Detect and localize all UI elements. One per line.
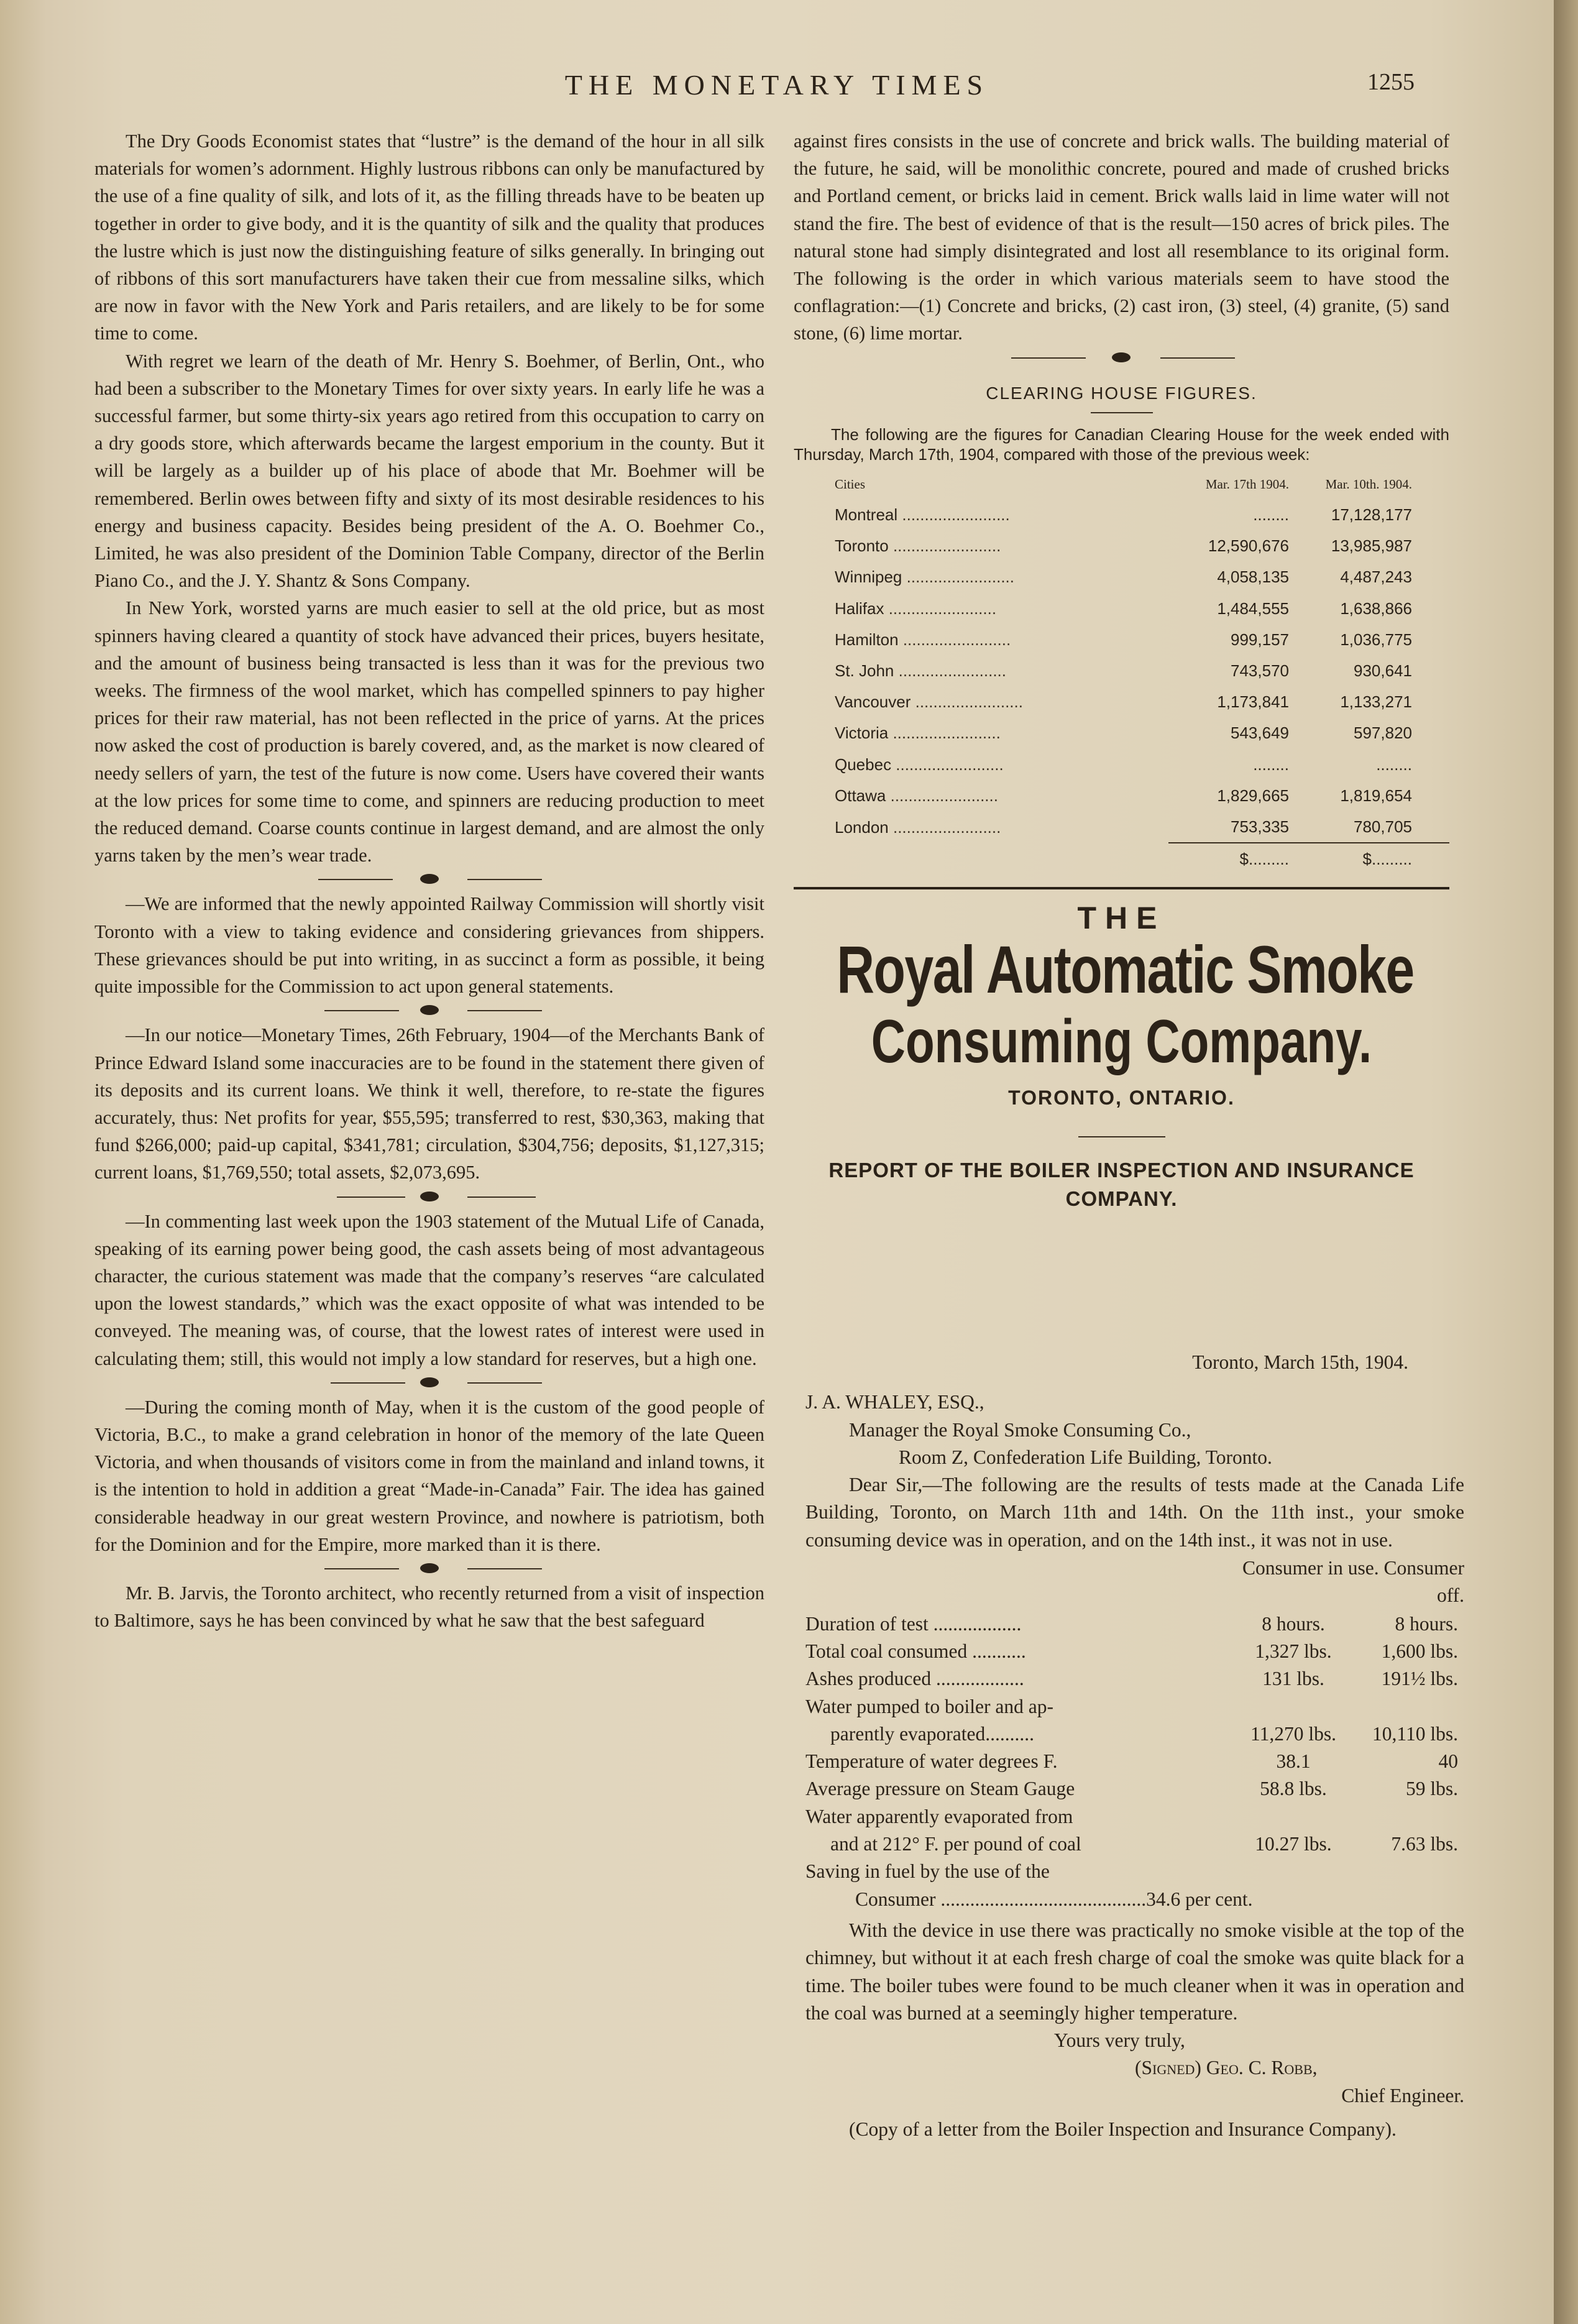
test-value-in-use (1234, 1693, 1352, 1720)
test-value-off: 191½ lbs. (1381, 1668, 1458, 1690)
test-value-in-use: 10.27 lbs. (1255, 1833, 1332, 1855)
letter-signatory-title: Chief Engineer. (1341, 2084, 1464, 2106)
article-merchants-bank: —In our notice—Monetary Times, 26th February, 1904—of the Merchants Bank of Prince Edward Island some inaccuracies are to be found in the statement there given of its deposits and its current loans. We think it well, therefore, to re-state the figures accurately, thus: Net profits for year, $55,595; transferred to rest, $30,363, making that fund $266,000; paid-up capital, $341,781; circulation, $304,756; deposits, $1,127,315; current loans, $1,769,550; total assets, $2,073,695. (94, 1024, 764, 1183)
value-mar10: 1,036,775 (1340, 630, 1412, 649)
test-value-in-use: 131 lbs. (1262, 1668, 1324, 1690)
table-row (805, 1803, 1464, 1830)
col-header-mar17: Mar. 17th 1904. (1205, 476, 1289, 492)
city-name: Toronto ........................ (835, 536, 1001, 556)
test-value-in-use: 58.8 lbs. (1260, 1778, 1327, 1800)
test-label: parently evaporated.......... (830, 1722, 1034, 1745)
table-row (805, 1638, 1464, 1665)
value-mar17: 4,058,135 (1217, 567, 1289, 587)
test-label: Average pressure on Steam Gauge (805, 1778, 1075, 1800)
test-label: Water pumped to boiler and ap- (805, 1695, 1053, 1717)
city-name: Vancouver ........................ (835, 692, 1023, 712)
value-mar10: 930,641 (1354, 661, 1412, 681)
city-name: Halifax ........................ (835, 599, 997, 618)
col-header-consumer-in-use: Consumer in use. (1242, 1557, 1379, 1579)
value-mar17: 1,173,841 (1217, 692, 1289, 712)
table-row (805, 1665, 1464, 1692)
total-mar17: $......... (1168, 843, 1291, 875)
table-row (805, 1748, 1464, 1775)
ornament-divider (94, 1187, 764, 1208)
saving-line-2: Consumer ..........................................34.6 per cent. (855, 1888, 1253, 1910)
test-label: and at 212° F. per pound of coal (830, 1833, 1081, 1855)
table-row (805, 1693, 1464, 1720)
ad-the: THE (1077, 901, 1166, 936)
total-mar10: $......... (1291, 843, 1449, 875)
test-value-off: 1,600 lbs. (1381, 1640, 1458, 1662)
test-value-off: 10,110 lbs. (1372, 1722, 1458, 1745)
left-column (94, 127, 764, 1634)
value-mar17: 753,335 (1231, 817, 1289, 837)
value-mar10: 597,820 (1354, 723, 1412, 743)
col-header-mar10: Mar. 10th. 1904. (1325, 476, 1412, 492)
col-header-cities: Cities (835, 476, 866, 492)
table-row (794, 780, 1449, 811)
col-header-consumer-off: Consumer off. (1383, 1557, 1464, 1607)
saving-line-1: Saving in fuel by the use of the (805, 1860, 1050, 1883)
report-title: REPORT OF THE BOILER INSPECTION AND INSURANCE COMPANY. (828, 1158, 1415, 1210)
article-victoria-fair: —During the coming month of May, when it is the custom of the good people of Victoria, B.C., to make a grand celebration in honor of the memory of the late Queen Victoria, and when thousands of visitors come in from the mainland and inland towns, it is the intention to hold in addition a great “Made-in-Canada” Fair. The idea has gained considerable headway in our great western Province, and nowhere is patriotism, both for the Dominion and for the Empire, more marked than it is there. (94, 1396, 764, 1555)
test-value-in-use: 38.1 (1276, 1750, 1311, 1773)
value-mar10: 1,638,866 (1340, 599, 1412, 618)
value-mar17: 12,590,676 (1208, 536, 1289, 556)
page-number: 1255 (1367, 69, 1415, 95)
title-rule (1091, 412, 1153, 413)
ad-company-suffix: Consuming Company. (871, 1006, 1372, 1075)
value-mar10: ........ (1376, 755, 1412, 774)
right-column (794, 127, 1449, 1213)
city-name: Quebec ........................ (835, 755, 1004, 774)
letter-conclusion: With the device in use there was practically no smoke visible at the top of the chimney, but without it at each fresh charge of coal the smoke was quite black for a time. The boiler tubes were found to be much cleaner when it was in operation and the coal was burned at a seemingly higher temperature. (805, 1919, 1464, 2024)
test-label: Duration of test .................. (805, 1612, 1022, 1635)
clearing-house-table (794, 469, 1449, 875)
letter-signature: (Signed) Geo. C. Robb, (1135, 2057, 1318, 2079)
report-letter (805, 1349, 1464, 2143)
table-row (794, 593, 1449, 624)
letter-address-line-2: Room Z, Confederation Life Building, Toronto. (899, 1446, 1272, 1468)
table-row (794, 530, 1449, 561)
ornament-divider (94, 1372, 764, 1394)
letter-footnote: (Copy of a letter from the Boiler Inspection and Insurance Company). (849, 2118, 1397, 2141)
article-worsted-yarns: In New York, worsted yarns are much easier to sell at the old price, but as most spinners having cleared a quantity of stock have advanced their prices, buyers hesitate, and the amount of business being transacted is less than it was for the previous two weeks. The firmness of the wool market, which has compelled spinners to pay higher prices for their raw material, has not been reflected in the price of yarns. At the prices now asked the cost of production is barely covered, and, as the market is now cleared of needy sellers of yarn, the test of the future is now come. Users have covered their wants at the low prices for some time to come, and spinners are reducing production to meet the reduced demand. Coarse counts continue in largest demand, and are almost the only yarns taken by the men’s wear trade. (94, 597, 764, 866)
city-name: St. John ........................ (835, 661, 1006, 681)
letter-addressee: J. A. WHALEY, ESQ., (805, 1391, 984, 1413)
table-row (794, 686, 1449, 717)
test-value-in-use: 8 hours. (1262, 1612, 1325, 1635)
table-row (794, 655, 1449, 686)
test-results-rows (805, 1610, 1464, 1858)
article-jarvis-continued: against fires consists in the use of concrete and brick walls. The building material of the future, he said, will be monolithic concrete, poured and made of crushed bricks and Portland cement, or bricks laid in cement. Brick walls laid in lime water will not stand the fire. The best of evidence of that is the result—150 acres of brick piles. The natural stone had simply disintegrated and lost all resemblance to its original form. The following is the order in which various materials seem to have stood the conflagration:—(1) Concrete and bricks, (2) cast iron, (3) steel, (4) granite, (5) sand stone, (6) lime mortar. (794, 131, 1449, 344)
value-mar17: ........ (1253, 505, 1289, 525)
value-mar10: 4,487,243 (1340, 567, 1412, 587)
ornament-divider (94, 1000, 764, 1021)
letter-address-line-1: Manager the Royal Smoke Consuming Co., (849, 1418, 1191, 1441)
test-label: Total coal consumed ........... (805, 1640, 1026, 1662)
table-row (805, 1775, 1464, 1803)
value-mar10: 17,128,177 (1331, 505, 1412, 525)
city-name: Winnipeg ........................ (835, 567, 1014, 587)
ornament-divider (794, 347, 1449, 369)
city-name: Montreal ........................ (835, 505, 1010, 525)
test-value-off: 59 lbs. (1405, 1778, 1458, 1800)
section-rule (794, 887, 1449, 889)
value-mar17: 999,157 (1231, 630, 1289, 649)
city-name: Ottawa ........................ (835, 786, 998, 805)
table-row (805, 1610, 1464, 1638)
clearing-house-rows (794, 499, 1449, 843)
table-row (794, 717, 1449, 748)
article-lustre: The Dry Goods Economist states that “lustre” is the demand of the hour in all silk materials for women’s adornment. Highly lustrous ribbons can only be manufactured by the use of a fine quality of silk, and lots of it, as the filling threads have to be beaten up together in order to give body, and it is the quantity of silk and the quality that produces the lustre which is just now the distinguishing feature of silks generally. In bringing out of ribbons of this sort manufacturers have taken their cue from messaline silks, which are now in favor with the New York and Paris retailers, and are likely to be for some time to come. (94, 131, 764, 344)
letter-date: Toronto, March 15th, 1904. (1192, 1351, 1408, 1373)
test-value-off: 40 (1438, 1750, 1458, 1773)
value-mar10: 1,133,271 (1340, 692, 1412, 712)
test-value-off: 7.63 lbs. (1391, 1833, 1458, 1855)
advertisement (794, 901, 1449, 1137)
table-row (794, 561, 1449, 592)
test-value-in-use: 11,270 lbs. (1250, 1722, 1336, 1745)
table-header-row (794, 469, 1449, 499)
letter-closing: Yours very truly, (1054, 2029, 1185, 2052)
test-value-off (1352, 1803, 1464, 1830)
clearing-house-intro: The following are the figures for Canadian Clearing House for the week ended with Thursday, March 17th, 1904, compared with those of the previous week: (794, 425, 1449, 464)
test-label: Water apparently evaporated from (805, 1805, 1073, 1827)
ad-location: TORONTO, ONTARIO. (1008, 1086, 1235, 1109)
table-row (794, 749, 1449, 780)
table-row (805, 1830, 1464, 1858)
value-mar17: 743,570 (1231, 661, 1289, 681)
table-total-row (794, 843, 1449, 875)
city-name: Hamilton ........................ (835, 630, 1011, 649)
test-label: Ashes produced .................. (805, 1668, 1024, 1690)
value-mar17: 1,484,555 (1217, 599, 1289, 618)
value-mar10: 780,705 (1354, 817, 1412, 837)
page-spine (1554, 0, 1578, 2324)
value-mar17: 1,829,665 (1217, 786, 1289, 805)
ad-rule (1078, 1136, 1165, 1137)
city-name: London ........................ (835, 817, 1001, 837)
letter-intro: Dear Sir,—The following are the results of tests made at the Canada Life Building, Toronto, on March 11th and 14th. On the 11th inst., your smoke consuming device was in operation, and on the 14th inst., it was not in use. (805, 1474, 1464, 1551)
test-value-off: 8 hours. (1395, 1612, 1458, 1635)
city-name: Victoria ........................ (835, 723, 1001, 743)
masthead: THE MONETARY TIMES (564, 69, 989, 101)
ornament-divider (94, 869, 764, 890)
test-value-in-use: 1,327 lbs. (1255, 1640, 1332, 1662)
test-value-in-use (1234, 1803, 1352, 1830)
article-jarvis: Mr. B. Jarvis, the Toronto architect, who recently returned from a visit of inspection to Baltimore, says he has been convinced by what he saw that the best safeguard (94, 1582, 764, 1632)
ornament-divider (94, 1558, 764, 1579)
table-row (794, 624, 1449, 655)
value-mar17: ........ (1253, 755, 1289, 774)
value-mar10: 13,985,987 (1331, 536, 1412, 556)
article-mutual-life: —In commenting last week upon the 1903 statement of the Mutual Life of Canada, speaking of its earning power being good, the cash assets being of most advantageous character, the curious statement was made that the company’s reserves “are calculated upon the lowest standards,” which was the exact opposite of what was intended to be conveyed. The meaning was, of course, that the lowest rates of interest were used in calculating them; still, this would not imply a low standard for reserves, but a high one. (94, 1210, 764, 1369)
article-boehmer: With regret we learn of the death of Mr. Henry S. Boehmer, of Berlin, Ont., who had been a subscriber to the Monetary Times for over sixty years. In early life he was a successful farmer, but some thirty-six years ago retired from this occupation to carry on a dry goods store, which afterwards became the largest emporium in the county. But it will be largely as a builder up of his place of abode that Mr. Boehmer will be remembered. Berlin owes between fifty and sixty of its most desirable residences to his energy and business capacity. Besides being president of the A. O. Boehmer Co., Limited, he was also president of the Dominion Table Company, director of the Berlin Piano Co., and the J. Y. Shantz & Sons Company. (94, 350, 764, 592)
value-mar17: 543,649 (1231, 723, 1289, 743)
clearing-house-title: CLEARING HOUSE FIGURES. (986, 383, 1257, 403)
test-value-off (1352, 1693, 1464, 1720)
table-row (805, 1720, 1464, 1748)
value-mar10: 1,819,654 (1340, 786, 1412, 805)
table-row (794, 499, 1449, 530)
test-label: Temperature of water degrees F. (805, 1750, 1058, 1773)
ad-company-name: Royal Automatic Smoke (837, 931, 1414, 1007)
article-railway-commission: —We are informed that the newly appointed Railway Commission will shortly visit Toronto with a view to taking evidence and considering grievances from shippers. These grievances should be put into writing, in as succinct a form as possible, it being quite impossible for the Commission to act upon general statements. (94, 893, 764, 998)
tests-header-row (805, 1554, 1464, 1610)
table-row (794, 811, 1449, 843)
test-results-table (805, 1554, 1464, 1858)
